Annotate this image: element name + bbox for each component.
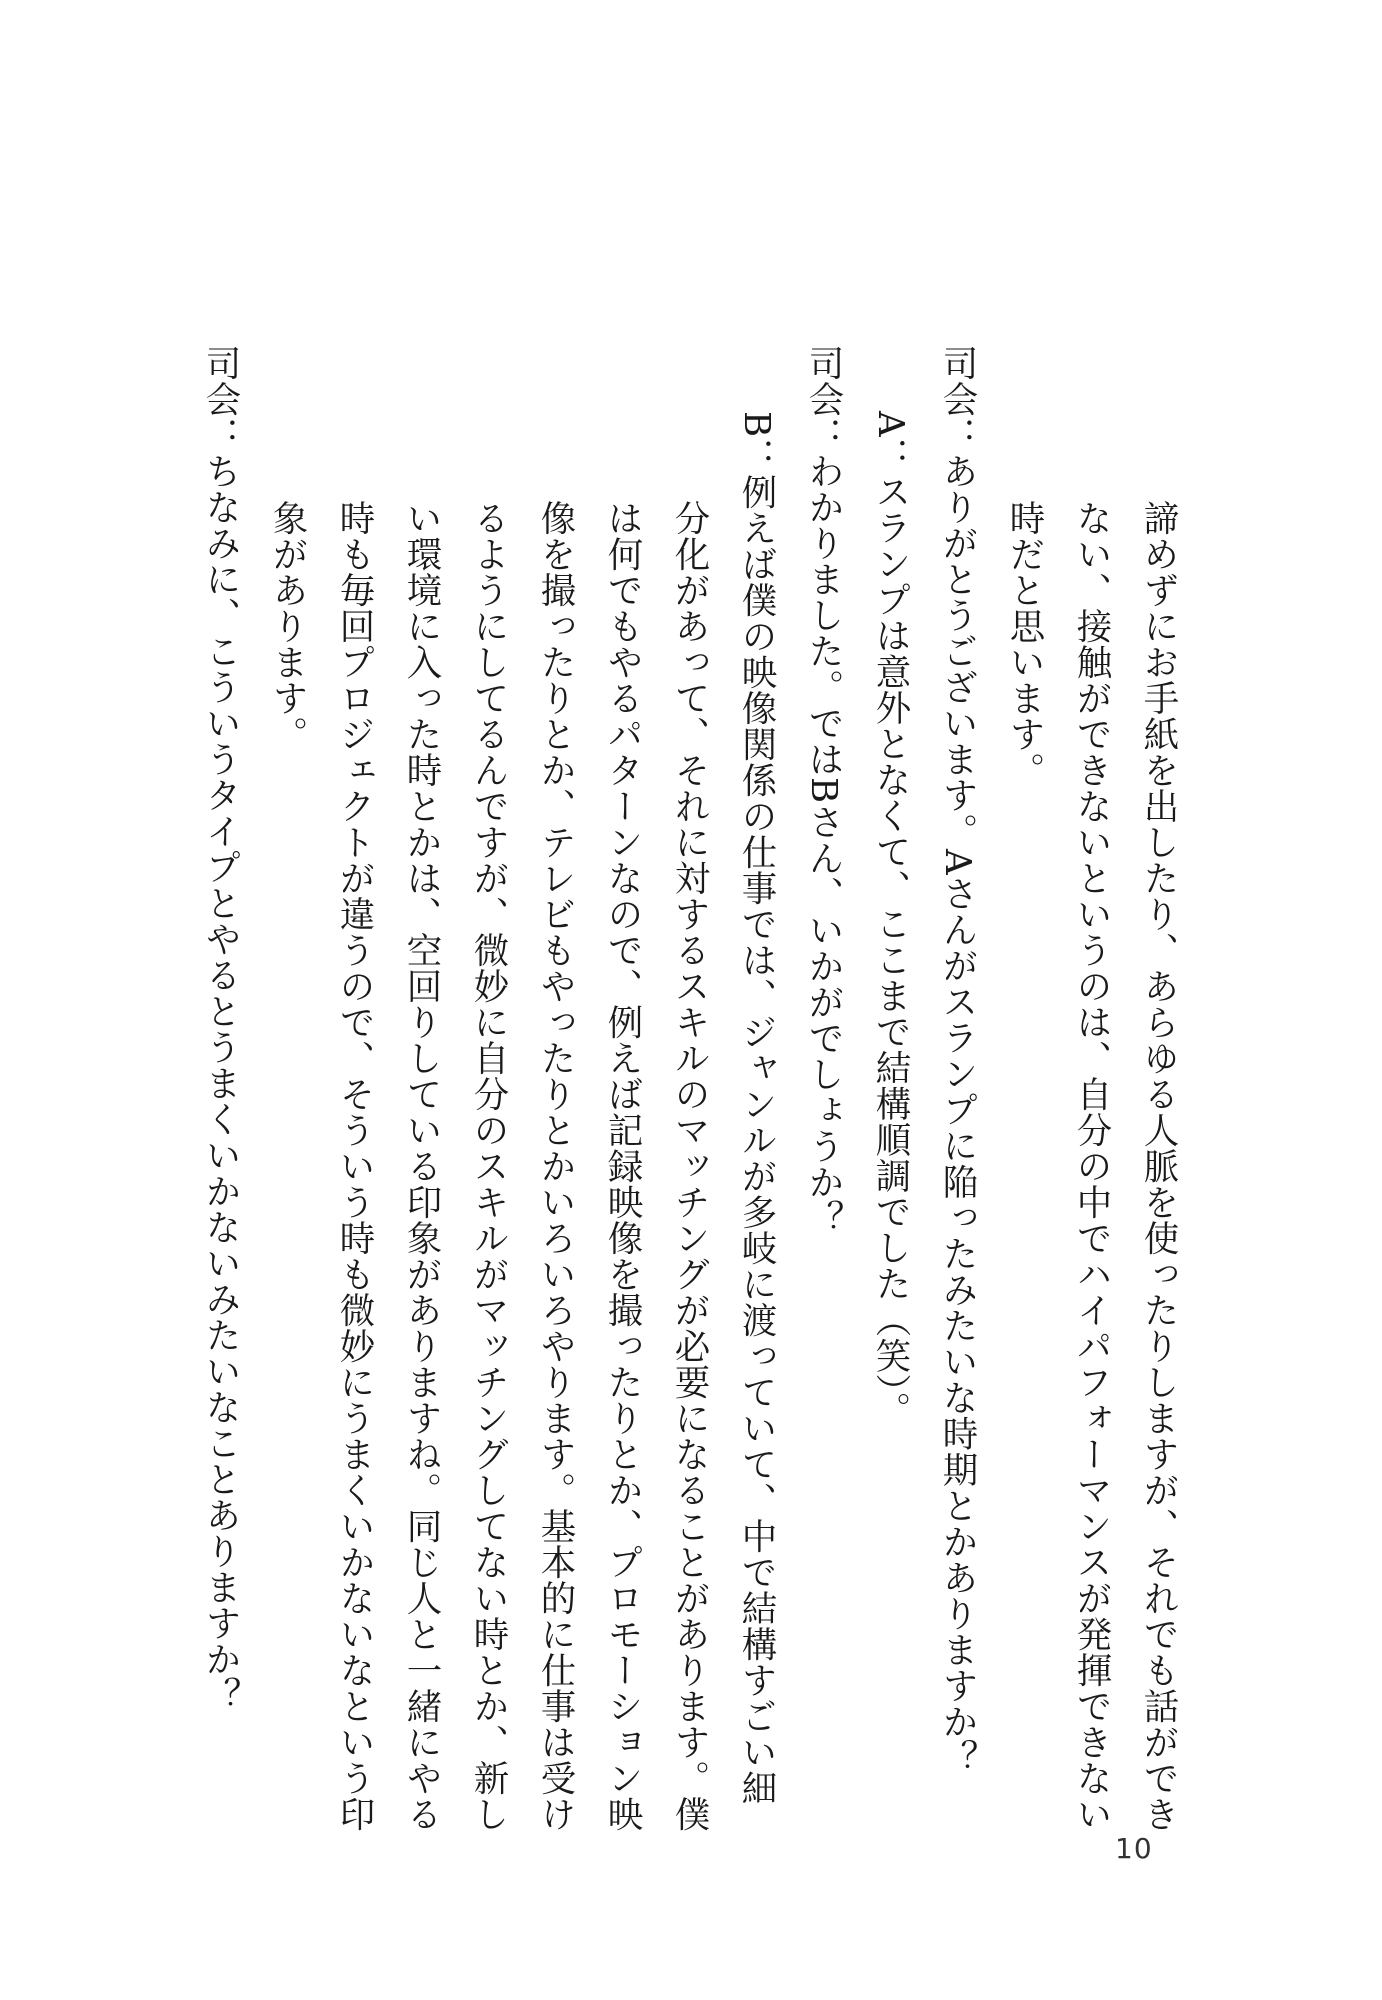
speaker-label: A [870,411,911,438]
text-line: 例えば僕の映像関係の仕事では、ジャンルが多岐に渡っていて、中で結構すごい細 [736,473,777,1806]
text-line: ありがとうございます。Aさんがスランプに陥ったみたいな時期とかありますか？ [937,453,978,1776]
speaker-label: 司会 [937,345,978,417]
speaker-separator: ： [937,417,978,453]
vertical-text-block [187,345,1192,1832]
text-line: 諦めずにお手紙を出したり、あらゆる人脈を使ったりしますが、それでも話ができ [1138,500,1179,1832]
page-number: 10 [1115,1832,1153,1865]
text-line: わかりました。ではBさん、いかがでしょうか？ [803,453,844,1236]
text-line: ない、接触ができないというのは、自分の中でハイパフォーマンスが発揮できない [1071,500,1112,1832]
paragraph-moderator [187,345,254,1805]
text-line: い環境に入った時とかは、空回りしている印象がありますね。同じ人と一緒にやる [401,500,442,1832]
text-line: るようにしてるんですが、微妙に自分のスキルがマッチングしてない時とか、新し [468,500,509,1832]
text-line: 時だと思います。 [1004,500,1045,788]
speaker-separator: ： [200,417,241,453]
text-line: 時も毎回プロジェクトが違うので、そういう時も微妙にうまくいかないなという印 [334,500,375,1832]
text-line: ちなみに、こういうタイプとやるとうまくいかないみたいなことありますか？ [200,453,241,1713]
paragraph-moderator [924,345,991,1805]
text-line: スランプは意外となくて、ここまで結構順調でした（笑）。 [870,473,911,1428]
speaker-label: 司会 [803,345,844,417]
speaker-separator: ： [736,437,777,474]
text-line: 象があります。 [267,500,308,752]
paragraph-speaker-a [857,345,924,1805]
speaker-label: 司会 [200,345,241,417]
paragraph-continuation [991,345,1192,1832]
paragraph-moderator [790,345,857,1805]
text-line: 像を撮ったりとか、テレビもやったりとかいろいろやります。基本的に仕事は受け [535,500,576,1832]
speaker-separator: ： [803,417,844,453]
speaker-label: B [736,411,777,438]
paragraph-speaker-b [254,345,790,1832]
speaker-separator: ： [870,437,911,474]
text-line: 分化があって、それに対するスキルのマッチングが必要になることがあります。僕 [669,500,710,1832]
text-line: は何でもやるパターンなので、例えば記録映像を撮ったりとか、プロモーション映 [602,500,643,1832]
